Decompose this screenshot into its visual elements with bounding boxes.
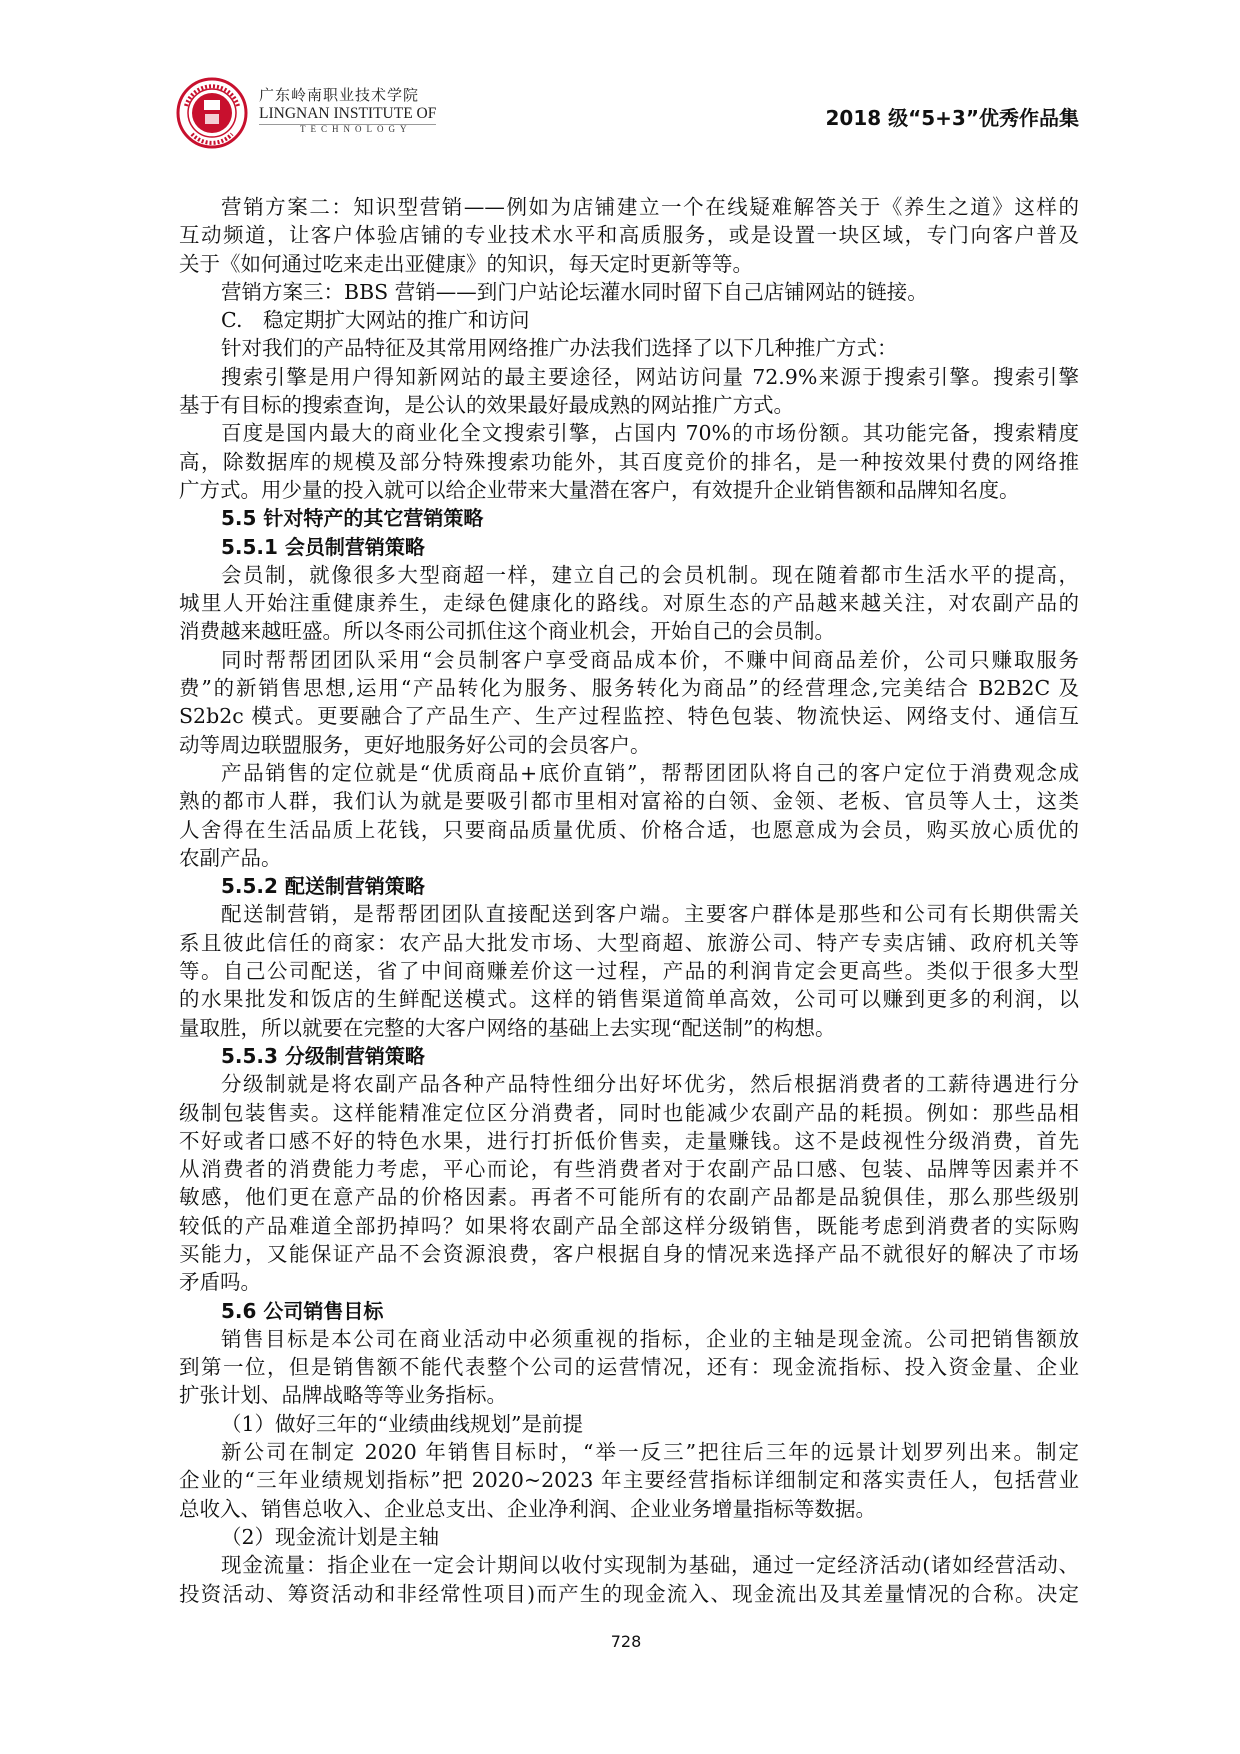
text-line: 不好或者口感不好的特色水果，进行打折低价售卖，走量赚钱。这不是歧视性分级消费，首先 — [179, 1128, 1079, 1153]
text-line: 互动频道，让客户体验店铺的专业技术水平和高质服务，或是设置一块区域，专门向客户普及 — [179, 223, 1079, 248]
school-name-cn: 广东岭南职业技术学院 — [259, 86, 420, 104]
text-line: 同时帮帮团团队采用“会员制客户享受商品成本价，不赚中间商品差价，公司只赚取服务 — [221, 647, 1079, 672]
text-line: 的水果批发和饭店的生鲜配送模式。这样的销售渠道简单高效，公司可以赚到更多的利润，以 — [179, 987, 1079, 1012]
text-line: 消费越来越旺盛。所以冬雨公司抓住这个商业机会，开始自己的会员制。 — [179, 619, 835, 644]
paragraph — [179, 759, 1079, 872]
text-line: C. 稳定期扩大网站的推广和访问 — [221, 308, 530, 333]
paragraph — [179, 278, 1079, 306]
text-line: 百度是国内最大的商业化全文搜索引擎，占国内 70%的市场份额。其功能完备，搜索精度 — [221, 421, 1079, 446]
paragraph — [179, 1410, 1079, 1438]
paragraph — [179, 1325, 1079, 1410]
paragraph — [179, 1438, 1079, 1523]
text-line: 扩张计划、品牌战略等等业务指标。 — [179, 1383, 507, 1408]
text-line: 投资活动、筹资活动和非经常性项目)而产生的现金流入、现金流出及其差量情况的合称。决定 — [179, 1581, 1079, 1606]
paragraph — [179, 646, 1079, 759]
text-line: （1）做好三年的“业绩曲线规划”是前提 — [221, 1411, 584, 1436]
paragraph — [179, 363, 1079, 420]
paragraph — [179, 419, 1079, 504]
text-line: 广方式。用少量的投入就可以给企业带来大量潜在客户，有效提升企业销售额和品牌知名度。 — [179, 477, 1020, 502]
section-heading — [179, 533, 1079, 561]
text-line: 量取胜，所以就要在完整的大客户网络的基础上去实现“配送制”的构想。 — [179, 1015, 836, 1040]
text-line: 5.5.1 会员制营销策略 — [221, 534, 425, 559]
text-line: 会员制，就像很多大型商超一样，建立自己的会员机制。现在随着都市生活水平的提高， — [221, 562, 1079, 587]
text-line: 从消费者的消费能力考虑，平心而论，有些消费者对于农副产品口感、包装、品牌等因素并不 — [179, 1157, 1079, 1182]
text-line: 现金流量：指企业在一定会计期间以收付实现制为基础，通过一定经济活动(诸如经营活动、 — [221, 1553, 1079, 1578]
text-line: 销售目标是本公司在商业活动中必须重视的指标，企业的主轴是现金流。公司把销售额放 — [221, 1326, 1079, 1351]
text-line: 基于有目标的搜索查询，是公认的效果最好最成熟的网站推广方式。 — [179, 393, 794, 418]
text-line: 分级制就是将农副产品各种产品特性细分出好坏优劣，然后根据消费者的工薪待遇进行分 — [221, 1072, 1079, 1097]
text-line: 等。自己公司配送，省了中间商赚差价这一过程，产品的利润肯定会更高些。类似于很多大型 — [179, 959, 1079, 984]
text-line: 产品销售的定位就是“优质商品+底价直销”，帮帮团团队将自己的客户定位于消费观念成 — [221, 760, 1079, 785]
text-line: 人舍得在生活品质上花钱，只要商品质量优质、价格合适，也愿意成为会员，购买放心质优的 — [179, 817, 1079, 842]
paragraph — [179, 1070, 1079, 1296]
text-line: 关于《如何通过吃来走出亚健康》的知识，每天定时更新等等。 — [179, 251, 753, 276]
paragraph — [179, 334, 1079, 362]
text-line: 针对我们的产品特征及其常用网络推广办法我们选择了以下几种推广方式： — [221, 336, 898, 361]
text-line: 营销方案二：知识型营销——例如为店铺建立一个在线疑难解答关于《养生之道》这样的 — [221, 195, 1079, 219]
text-line: 矛盾吗。 — [179, 1270, 261, 1295]
text-line: 费”的新销售思想,运用“产品转化为服务、服务转化为商品”的经营理念,完美结合 B2B2C 及 — [179, 676, 1079, 701]
section-heading — [179, 872, 1079, 900]
school-name-en: LINGNAN INSTITUTE OF — [259, 105, 436, 125]
paragraph — [179, 561, 1079, 646]
text-line: 买能力，又能保证产品不会资源浪费，客户根据自身的情况来选择产品不就很好的解决了市场 — [179, 1241, 1079, 1266]
text-line: 到第一位，但是销售额不能代表整个公司的运营情况，还有：现金流指标、投入资金量、企业 — [179, 1355, 1079, 1380]
text-line: 5.5.2 配送制营销策略 — [221, 874, 425, 899]
paragraph — [179, 1551, 1079, 1608]
section-heading — [179, 1297, 1079, 1325]
text-line: 敏感，他们更在意产品的价格因素。再者不可能所有的农副产品都是品貌俱佳，那么那些级别 — [179, 1185, 1079, 1210]
text-line: （2）现金流计划是主轴 — [221, 1524, 440, 1549]
text-line: 5.5 针对特产的其它营销策略 — [221, 506, 484, 531]
paragraph — [179, 306, 1079, 334]
text-line: 搜索引擎是用户得知新网站的最主要途径，网站访问量 72.9%来源于搜索引擎。搜索引擎 — [221, 364, 1079, 389]
section-heading — [179, 1042, 1079, 1070]
text-line: 新公司在制定 2020 年销售目标时，“举一反三”把往后三年的远景计划罗列出来。制定 — [221, 1440, 1079, 1465]
page-number: 728 — [610, 1632, 642, 1651]
text-line: 级制包装售卖。这样能精准定位区分消费者，同时也能减少农副产品的耗损。例如：那些品相 — [179, 1100, 1079, 1125]
text-line: S2b2c 模式。更要融合了产品生产、生产过程监控、特色包装、物流快运、网络支付、通信互 — [179, 704, 1079, 729]
document-body — [179, 193, 1079, 1608]
text-line: 熟的都市人群，我们认为就是要吸引都市里相对富裕的白领、金领、老板、官员等人士，这类 — [179, 789, 1079, 814]
school-name-en-technology: TECHNOLOGY — [300, 124, 412, 134]
text-line: 营销方案三：BBS 营销——到门户站论坛灌水同时留下自己店铺网站的链接。 — [221, 279, 928, 304]
text-line: 总收入、销售总收入、企业总支出、企业净利润、企业业务增量指标等数据。 — [179, 1496, 876, 1521]
text-line: 5.5.3 分级制营销策略 — [221, 1043, 425, 1068]
text-line: 5.6 公司销售目标 — [221, 1298, 384, 1323]
text-line: 动等周边联盟服务，更好地服务好公司的会员客户。 — [179, 732, 651, 757]
text-line: 高，除数据库的规模及部分特殊搜索功能外，其百度竞价的排名，是一种按效果付费的网络推 — [179, 449, 1079, 474]
text-line: 配送制营销，是帮帮团团队直接配送到客户端。主要客户群体是那些和公司有长期供需关 — [221, 902, 1079, 927]
paragraph — [179, 1523, 1079, 1551]
text-line: 农副产品。 — [179, 845, 282, 870]
paragraph — [179, 900, 1079, 1041]
text-line: 城里人开始注重健康养生，走绿色健康化的路线。对原生态的产品越来越关注，对农副产品的 — [179, 591, 1079, 616]
paragraph — [179, 193, 1079, 278]
text-line: 企业的“三年业绩规划指标”把 2020~2023 年主要经营指标详细制定和落实责任人，包括营业 — [179, 1468, 1079, 1493]
text-line: 系且彼此信任的商家：农产品大批发市场、大型商超、旅游公司、特产专卖店铺、政府机关等 — [179, 930, 1079, 955]
section-heading — [179, 504, 1079, 532]
text-line: 较低的产品难道全部扔掉吗？如果将农副产品全部这样分级销售，既能考虑到消费者的实际购 — [179, 1213, 1079, 1238]
school-logo — [176, 76, 248, 150]
collection-title: 2018 级“5+3”优秀作品集 — [825, 106, 1079, 130]
